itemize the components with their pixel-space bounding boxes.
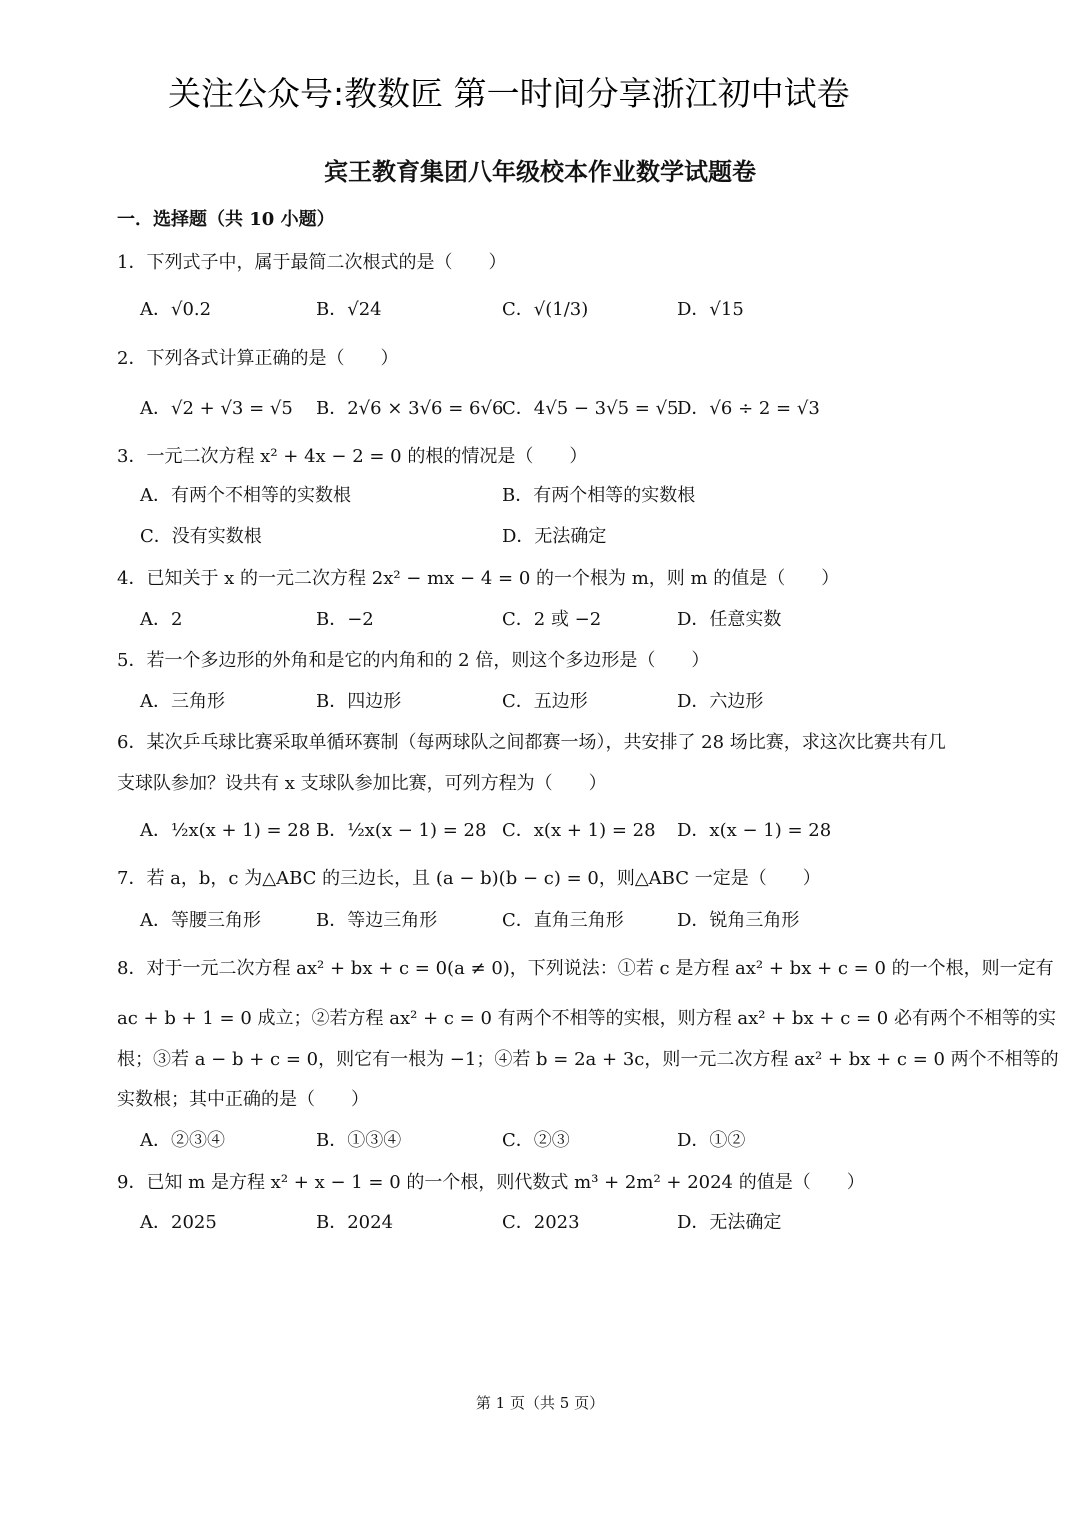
question-7: 7．若 a，b，c 为△ABC 的三边长，且 (a − b)(b − c) = 0，则△ABC 一定是（ ） [117,868,821,889]
question-8-line2: ac + b + 1 = 0 成立；②若方程 ax² + c = 0 有两个不相等的实根，则方程 ax² + bx + c = 0 必有两个不相等的实 [117,1008,1056,1029]
question-3: 3．一元二次方程 x² + 4x − 2 = 0 的根的情况是（ ） [117,446,588,467]
q9-option-d: D．无法确定 [677,1212,782,1233]
q7-option-b: B．等边三角形 [316,910,438,931]
q8-option-b: B．①③④ [316,1130,402,1151]
q4-option-c: C．2 或 −2 [502,609,602,630]
q8-option-d: D．①② [677,1130,746,1151]
q6-option-b: B．½x(x − 1) = 28 [316,820,487,841]
q1-option-b: B．√24 [316,299,382,320]
q3-option-d: D．无法确定 [502,526,607,547]
q5-option-a: A．三角形 [140,691,225,712]
q4-option-b: B．−2 [316,609,374,630]
q1-option-a: A．√0.2 [140,299,212,320]
q5-option-c: C．五边形 [502,691,588,712]
q9-option-a: A．2025 [140,1212,217,1233]
q7-option-a: A．等腰三角形 [140,910,261,931]
q7-option-c: C．直角三角形 [502,910,624,931]
question-8-line3: 根；③若 a − b + c = 0，则它有一根为 −1；④若 b = 2a + 3c，则一元二次方程 ax² + bx + c = 0 两个不相等的 [117,1049,1059,1070]
page-footer: 第 1 页（共 5 页） [475,1394,605,1412]
question-6-line2: 支球队参加？设共有 x 支球队参加比赛，可列方程为（ ） [117,773,607,794]
q2-option-b: B．2√6 × 3√6 = 6√6 [316,398,504,419]
q5-option-d: D．六边形 [677,691,764,712]
q4-option-a: A．2 [140,609,183,630]
question-4: 4．已知关于 x 的一元二次方程 2x² − mx − 4 = 0 的一个根为 m，则 m 的值是（ ） [117,568,840,589]
q2-option-d: D．√6 ÷ 2 = √3 [677,398,820,419]
q6-option-a: A．½x(x + 1) = 28 [140,820,311,841]
q2-option-a: A．√2 + √3 = √5 [140,398,293,419]
q6-option-c: C．x(x + 1) = 28 [502,820,656,841]
q3-option-a: A．有两个不相等的实数根 [140,485,351,506]
question-9: 9．已知 m 是方程 x² + x − 1 = 0 的一个根，则代数式 m³ + 2m² + 2024 的值是（ ） [117,1172,865,1193]
q9-option-b: B．2024 [316,1212,394,1233]
question-2: 2．下列各式计算正确的是（ ） [117,348,399,369]
q3-option-b: B．有两个相等的实数根 [502,485,696,506]
q1-option-d: D．√15 [677,299,744,320]
promo-banner: 关注公众号:教数匠 第一时间分享浙江初中试卷 [168,74,850,113]
question-1: 1．下列式子中，属于最简二次根式的是（ ） [117,252,507,273]
question-8-line1: 8．对于一元二次方程 ax² + bx + c = 0(a ≠ 0)，下列说法：①若 c 是方程 ax² + bx + c = 0 的一个根，则一定有 [117,958,1054,979]
q4-option-d: D．任意实数 [677,609,782,630]
q1-option-c: C．√(1/3) [502,299,589,320]
q8-option-c: C．②③ [502,1130,570,1151]
question-5: 5．若一个多边形的外角和是它的内角和的 2 倍，则这个多边形是（ ） [117,650,710,671]
question-8-line4: 实数根；其中正确的是（ ） [117,1089,369,1110]
q3-option-c: C．没有实数根 [140,526,262,547]
q6-option-d: D．x(x − 1) = 28 [677,820,832,841]
question-6-line1: 6．某次乒乓球比赛采取单循环赛制（每两球队之间都赛一场），共安排了 28 场比赛，求这次比赛共有几 [117,732,946,753]
q9-option-c: C．2023 [502,1212,580,1233]
q7-option-d: D．锐角三角形 [677,910,800,931]
section-heading: 一．选择题（共 10 小题） [117,209,335,230]
q5-option-b: B．四边形 [316,691,402,712]
page-title: 宾王教育集团八年级校本作业数学试题卷 [324,157,756,186]
q8-option-a: A．②③④ [140,1130,225,1151]
q2-option-c: C．4√5 − 3√5 = √5 [502,398,679,419]
